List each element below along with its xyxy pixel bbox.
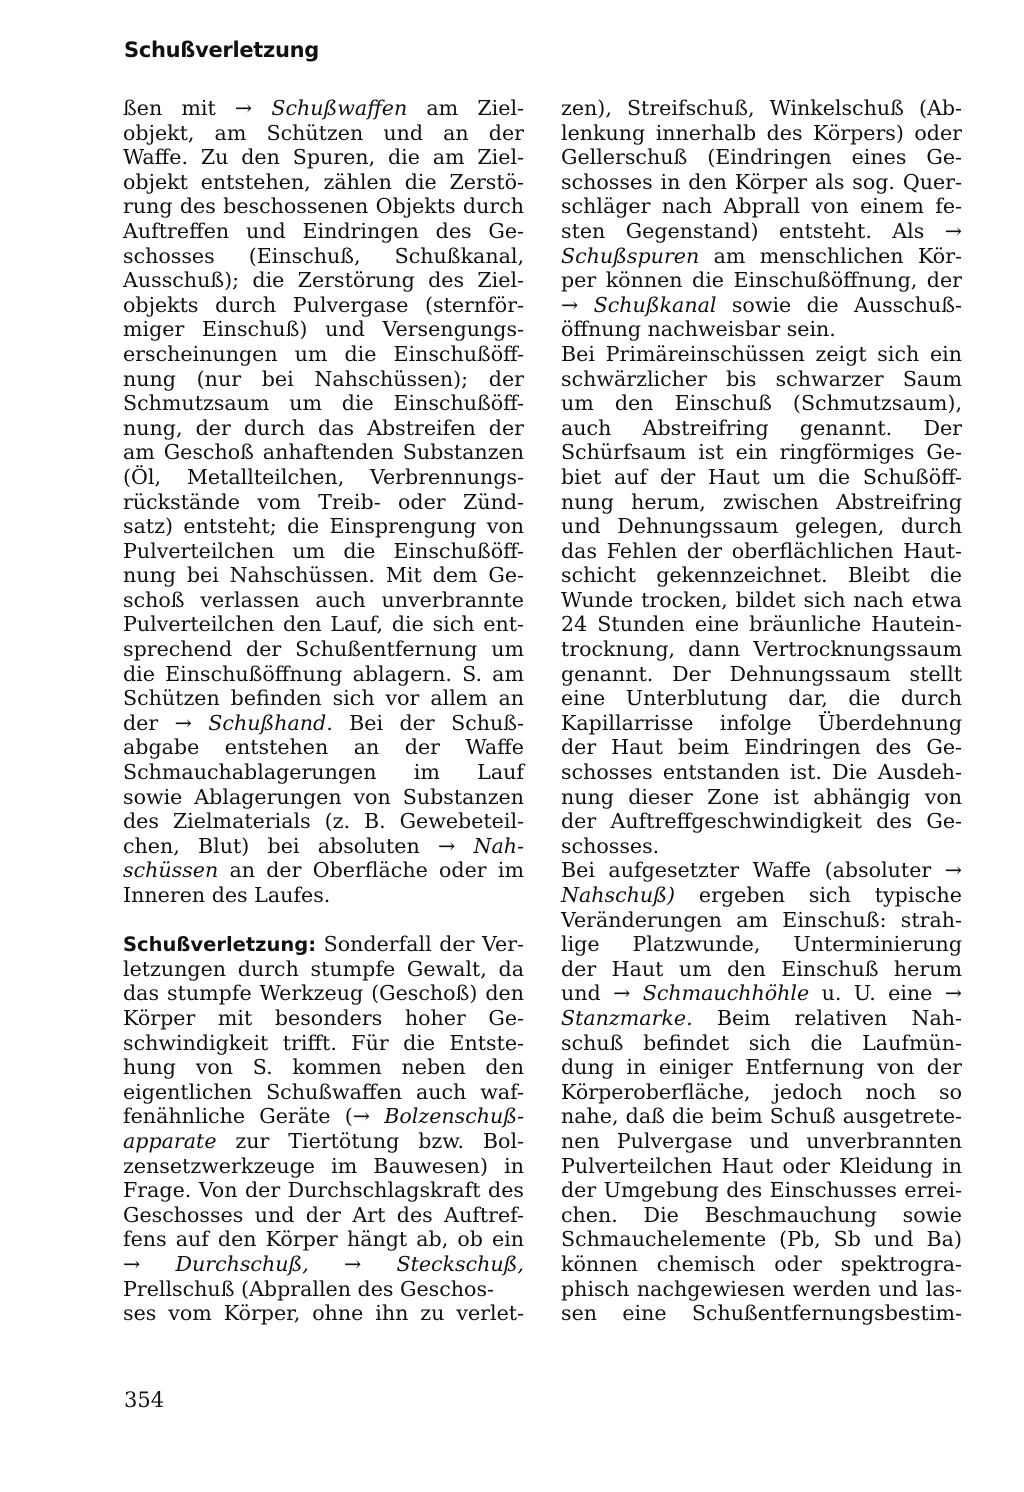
text-line — [123, 1203, 524, 1228]
text-segment: dung in einiger Entfernung von der — [561, 1055, 962, 1080]
text-line — [123, 1104, 524, 1129]
text-segment: Gellerschuß (Eindringen eines Ge- — [561, 145, 962, 170]
text-segment: und Dehnungssaum gelegen, durch — [561, 514, 962, 539]
text-segment: u. U. eine → — [809, 981, 962, 1006]
text-line — [123, 686, 524, 711]
text-segment: schwärzlicher bis schwarzer Saum — [561, 366, 962, 391]
text-segment: Sonderfall der Ver- — [316, 932, 524, 957]
text-segment: der Haut beim Eindringen des Ge- — [561, 735, 962, 760]
cross-reference-term: Steckschuß, — [396, 1251, 524, 1276]
text-segment: Bei Primäreinschüssen zeigt sich ein — [561, 341, 962, 366]
text-line — [561, 883, 962, 908]
text-segment: genannt. Der Dehnungssaum stellt — [561, 661, 962, 686]
text-segment: des Zielmaterials (z. B. Gewebeteil- — [123, 809, 524, 834]
text-line — [561, 1178, 962, 1203]
text-line — [123, 268, 524, 293]
text-segment: → — [123, 1251, 176, 1276]
text-segment: nung bei Nahschüssen. Mit dem Ge- — [123, 563, 524, 588]
text-line — [561, 834, 962, 859]
text-line — [561, 268, 962, 293]
text-line — [561, 588, 962, 613]
text-line — [561, 145, 962, 170]
text-line — [561, 858, 962, 883]
text-segment: fens auf den Körper hängt ab, ob ein — [123, 1227, 524, 1252]
text-segment: schläger nach Abprall von einem fe- — [561, 194, 962, 219]
text-segment: objekt, am Schützen und an der — [123, 120, 524, 145]
text-segment: schosses. — [561, 833, 660, 858]
text-segment: zensetzwerkzeuge im Bauwesen) in — [123, 1153, 524, 1178]
text-line — [561, 1227, 962, 1252]
text-line — [561, 1301, 962, 1326]
text-segment: miger Einschuß) und Versengungs- — [123, 317, 524, 342]
text-segment: biet auf der Haut um die Schußöff- — [561, 464, 962, 489]
text-segment: Prellschuß (Abprallen des Geschos- — [123, 1276, 494, 1301]
text-segment: Körper mit besonders hoher Ge- — [123, 1005, 524, 1030]
text-segment: um den Einschuß (Schmutzsaum), — [561, 391, 962, 416]
text-segment: schosses entstanden ist. Die Ausdeh- — [561, 760, 962, 785]
text-line — [123, 440, 524, 465]
text-line — [561, 1252, 962, 1277]
text-line — [123, 367, 524, 392]
text-line — [561, 1129, 962, 1154]
text-line — [561, 711, 962, 736]
text-line — [561, 1031, 962, 1056]
text-segment: können chemisch oder spektrogra- — [561, 1251, 962, 1276]
text-segment: (Öl, Metallteilchen, Verbrennungs- — [123, 464, 524, 489]
text-segment: Pulverteilchen Haut oder Kleidung in — [561, 1153, 962, 1178]
text-segment: 24 Stunden eine bräunliche Hautein- — [561, 612, 962, 637]
cross-reference-term: apparate — [123, 1128, 217, 1153]
text-segment: sowie die Ausschuß- — [716, 292, 962, 317]
text-line — [561, 785, 962, 810]
text-segment: Schützen befinden sich vor allem an — [123, 686, 524, 711]
text-line — [561, 1104, 962, 1129]
text-line — [561, 440, 962, 465]
text-line — [561, 735, 962, 760]
text-segment: Inneren des Laufes. — [123, 883, 331, 907]
text-segment: schuß befindet sich die Laufmün- — [561, 1030, 962, 1055]
text-segment: objekt entstehen, zählen die Zerstö- — [123, 169, 524, 194]
text-line — [561, 932, 962, 957]
text-segment: schicht gekennzeichnet. Bleibt die — [561, 563, 962, 588]
text-segment: eine Unterblutung dar, die durch — [561, 686, 962, 711]
text-line — [123, 342, 524, 367]
cross-reference-term: Durchschuß, — [175, 1251, 309, 1276]
text-segment: Pulverteilchen den Lauf, die sich ent- — [123, 612, 524, 637]
text-segment: satz) entsteht; die Einsprengung von — [123, 514, 524, 539]
text-line — [123, 219, 524, 244]
text-segment: sten Gegenstand) entsteht. Als → — [561, 218, 962, 243]
text-line — [123, 1006, 524, 1031]
text-line — [123, 612, 524, 637]
text-line — [561, 760, 962, 785]
right-text-column — [561, 96, 962, 1326]
text-line — [561, 957, 962, 982]
text-segment: Veränderungen am Einschuß: strah- — [561, 907, 962, 932]
cross-reference-term: Schußspuren — [561, 243, 700, 268]
text-segment: → — [308, 1251, 397, 1276]
text-segment: schosses in den Körper als sog. Quer- — [561, 169, 962, 194]
text-segment: abgabe entstehen an der Waffe — [123, 735, 524, 760]
text-line — [561, 121, 962, 146]
text-segment: Waffe. Zu den Spuren, die am Ziel- — [123, 145, 524, 170]
text-segment: ßen mit → — [123, 96, 272, 120]
running-header: Schußverletzung — [124, 38, 320, 62]
text-line — [561, 391, 962, 416]
text-line — [561, 465, 962, 490]
text-segment: sen eine Schußentfernungsbestim- — [561, 1301, 962, 1326]
text-line — [123, 194, 524, 219]
text-segment: nung (nur bei Nahschüssen); der — [123, 366, 524, 391]
text-segment: auch Abstreifring genannt. Der — [561, 415, 962, 440]
text-segment: Bei der Schuß- — [332, 710, 524, 735]
text-line — [561, 367, 962, 392]
text-line — [561, 637, 962, 662]
text-segment: Ausschuß); die Zerstörung des Ziel- — [123, 268, 524, 293]
text-segment: Schürfsaum ist ein ringförmiges Ge- — [561, 440, 962, 465]
text-line — [123, 121, 524, 146]
text-line — [561, 514, 962, 539]
text-line — [123, 883, 524, 908]
text-segment: chen. Die Beschmauchung sowie — [561, 1202, 962, 1227]
text-line — [123, 293, 524, 318]
text-line — [123, 760, 524, 785]
cross-reference-term: Nah- — [473, 833, 524, 858]
text-line — [123, 981, 524, 1006]
text-line — [123, 317, 524, 342]
text-segment: nahe, daß die beim Schuß ausgetrete- — [561, 1104, 962, 1129]
text-segment: das Fehlen der oberflächlichen Haut- — [561, 538, 962, 563]
cross-reference-term: Schußkanal — [593, 292, 717, 317]
cross-reference-term: Bolzenschuß- — [384, 1104, 524, 1129]
text-line — [123, 858, 524, 883]
text-line — [561, 244, 962, 269]
text-line — [561, 317, 962, 342]
text-segment: trocknung, dann Vertrocknungssaum — [561, 637, 962, 662]
text-segment: nung dieser Zone ist abhängig von — [561, 784, 962, 809]
text-line — [561, 490, 962, 515]
text-segment: hung von S. kommen neben den — [123, 1055, 524, 1080]
cross-reference-term: Stanzmarke. — [561, 1005, 693, 1030]
text-line — [123, 809, 524, 834]
text-segment: Schmutzsaum um die Einschußöff- — [123, 391, 524, 416]
cross-reference-term: Schußwaffen — [271, 96, 408, 120]
cross-reference-term: Schußhand. — [208, 710, 333, 735]
text-line — [561, 809, 962, 834]
text-line — [123, 785, 524, 810]
text-segment: fenähnliche Geräte (→ — [123, 1104, 385, 1129]
text-segment: letzungen durch stumpfe Gewalt, da — [123, 956, 524, 981]
text-segment: Körperoberfläche, jedoch noch so — [561, 1079, 962, 1104]
text-segment: der Haut um den Einschuß herum — [561, 956, 962, 981]
text-line — [123, 145, 524, 170]
text-line — [561, 194, 962, 219]
text-segment: am Ziel- — [407, 96, 524, 120]
text-line — [561, 96, 962, 121]
text-segment: nung, der durch das Abstreifen der — [123, 415, 524, 440]
text-line — [561, 908, 962, 933]
text-line — [561, 1154, 962, 1179]
text-line — [561, 219, 962, 244]
text-line — [123, 416, 524, 441]
text-segment: sprechend der Schußentfernung um — [123, 637, 524, 662]
text-segment: lige Platzwunde, Unterminierung — [561, 932, 962, 957]
text-segment: nen Pulvergase und unverbrannten — [561, 1128, 962, 1153]
text-line — [123, 1252, 524, 1277]
text-segment: der Auftreffgeschwindigkeit des Ge- — [561, 809, 962, 834]
text-line — [561, 416, 962, 441]
text-line — [561, 1080, 962, 1105]
text-line — [123, 588, 524, 613]
text-line — [123, 391, 524, 416]
text-line — [123, 662, 524, 687]
cross-reference-term: schüssen — [123, 858, 219, 883]
text-line — [123, 1154, 524, 1179]
text-segment: Frage. Von der Durchschlagskraft des — [123, 1178, 524, 1203]
text-segment: das stumpfe Werkzeug (Geschoß) den — [123, 981, 524, 1006]
text-line — [561, 981, 962, 1006]
text-line — [123, 563, 524, 588]
cross-reference-term: Nahschuß) — [561, 883, 675, 907]
text-line — [123, 1301, 524, 1326]
text-segment: am Geschoß anhaftenden Substanzen — [123, 440, 524, 465]
text-segment: per können die Einschußöffnung, der — [561, 268, 962, 293]
text-line — [561, 686, 962, 711]
text-segment: schwindigkeit trifft. Für die Entste- — [123, 1030, 524, 1055]
text-line — [123, 834, 524, 859]
text-segment: ses vom Körper, ohne ihn zu verlet- — [123, 1301, 524, 1326]
text-line — [123, 1277, 524, 1302]
text-line — [123, 170, 524, 195]
text-line — [561, 170, 962, 195]
text-segment: sowie Ablagerungen von Substanzen — [123, 784, 524, 809]
text-segment: rückstände vom Treib- oder Zünd- — [123, 489, 524, 514]
text-segment: schosses (Einschuß, Schußkanal, — [123, 243, 524, 268]
text-segment: lenkung innerhalb des Körpers) oder — [561, 120, 962, 145]
text-segment: öffnung nachweisbar sein. — [561, 317, 836, 342]
text-line — [123, 932, 524, 957]
text-line — [561, 293, 962, 318]
text-line — [123, 711, 524, 736]
text-segment: Pulverteilchen um die Einschußöff- — [123, 538, 524, 563]
text-segment: zur Tiertötung bzw. Bol- — [216, 1128, 524, 1153]
text-line — [123, 1129, 524, 1154]
text-line — [561, 342, 962, 367]
text-line — [123, 514, 524, 539]
text-segment: an der Oberfläche oder im — [218, 858, 524, 883]
text-segment: erscheinungen um die Einschußöff- — [123, 341, 524, 366]
text-segment: am menschlichen Kör- — [699, 243, 962, 268]
text-line — [123, 465, 524, 490]
text-line — [561, 1203, 962, 1228]
text-segment: Beim relativen Nah- — [692, 1005, 962, 1030]
text-line — [123, 1178, 524, 1203]
text-segment: zen), Streifschuß, Winkelschuß (Ab- — [561, 96, 962, 120]
text-line — [123, 957, 524, 982]
text-line — [561, 1055, 962, 1080]
cross-reference-term: Schmauchhöhle — [642, 981, 810, 1006]
text-segment: der → — [123, 710, 209, 735]
text-line — [561, 1006, 962, 1031]
text-line — [123, 637, 524, 662]
text-line — [561, 1277, 962, 1302]
text-segment: phisch nachgewiesen werden und las- — [561, 1276, 962, 1301]
text-segment: Kapillarrisse infolge Überdehnung — [561, 710, 962, 735]
text-segment: ergeben sich typische — [674, 883, 962, 907]
text-line — [561, 612, 962, 637]
text-line — [123, 1055, 524, 1080]
text-segment: rung des beschossenen Objekts durch — [123, 194, 524, 219]
text-segment: Auftreffen und Eindringen des Ge- — [123, 218, 524, 243]
page-number: 354 — [124, 1388, 165, 1412]
text-line — [123, 1031, 524, 1056]
text-segment: Schmauchelemente (Pb, Sb und Ba) — [561, 1227, 962, 1252]
text-line — [123, 96, 524, 121]
text-line — [123, 539, 524, 564]
left-text-column — [123, 96, 524, 1326]
text-line — [123, 1227, 524, 1252]
text-segment: und → — [561, 981, 643, 1006]
text-line — [561, 563, 962, 588]
text-line — [123, 1080, 524, 1105]
text-segment: Bei aufgesetzter Waffe (absoluter → — [561, 858, 962, 883]
text-segment: Schmauchablagerungen im Lauf — [123, 760, 524, 785]
text-segment: schoß verlassen auch unverbrannte — [123, 587, 524, 612]
text-segment: objekts durch Pulvergase (sternför- — [123, 292, 524, 317]
text-segment: → — [561, 292, 594, 317]
paragraph-gap — [123, 908, 524, 933]
text-segment: Geschosses und der Art des Auftref- — [123, 1202, 524, 1227]
text-segment: eigentlichen Schußwaffen auch waf- — [123, 1079, 524, 1104]
text-line — [123, 735, 524, 760]
text-segment: die Einschußöffnung ablagern. S. am — [123, 661, 524, 686]
text-line — [561, 539, 962, 564]
text-line — [561, 662, 962, 687]
text-segment: der Umgebung des Einschusses errei- — [561, 1178, 962, 1203]
text-line — [123, 490, 524, 515]
text-line — [123, 244, 524, 269]
text-segment: Wunde trocken, bildet sich nach etwa — [561, 587, 962, 612]
entry-headword: Schußverletzung: — [123, 933, 317, 957]
text-segment: chen, Blut) bei absoluten → — [123, 833, 474, 858]
text-segment: nung herum, zwischen Abstreifring — [561, 489, 962, 514]
